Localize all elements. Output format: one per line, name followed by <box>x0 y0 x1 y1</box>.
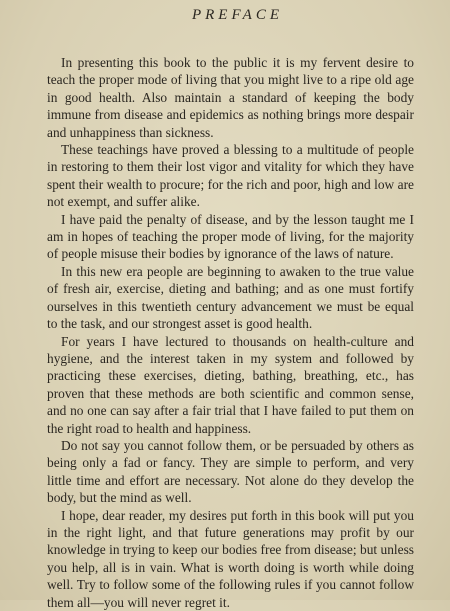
page-title: PREFACE <box>191 7 284 23</box>
paragraph-2: These teachings have proved a blessing to a multitude of people in restoring to them their lost vigor and vitality for which they have spent their wealth to procure; for the rich and poor, high and low are not exempt, and suffer alike. <box>47 142 414 210</box>
paragraph-1: In presenting this book to the public it is my fervent desire to teach the proper mode of living that you might live to a ripe old age in good health. Also maintain a standard of keeping the body immune from disease and epidemics as nothing brings more despair and unhappiness than sickness. <box>47 55 414 140</box>
paragraph-5: For years I have lectured to thousands on health-culture and hygiene, and the interest taken in my system and followed by practicing these exercises, dieting, bathing, breathing, etc., has proven that these methods are both scientific and common sense, and no one can say after a fair trial that I have failed to put them on the right road to health and happiness. <box>47 333 414 436</box>
paragraph-7: I hope, dear reader, my desires put forth in this book will put you in the right light, and that future generations may profit by our knowledge in trying to keep our bodies free from disease; but unless you help, all is in vain. What is worth doing is worth while doing well. Try to follow some of the following rules if you cannot follow them all—you will never regret it. <box>47 507 414 610</box>
paragraph-6: Do not say you cannot follow them, or be persuaded by others as being only a fad or fancy. They are simple to perform, and very little time and effort are necessary. Not alone do they develop the body, but the mind as well. <box>47 437 414 506</box>
paragraph-4: In this new era people are beginning to awaken to the true value of fresh air, exercise, dieting and bathing; and as one must fortify ourselves in this twentieth century advancement we must be equal to the task, and our strongest asset is good health. <box>47 263 414 332</box>
paragraph-3: I have paid the penalty of disease, and by the lesson taught me I am in hopes of teaching the proper mode of living, for the majority of people misuse their bodies by ignorance of the laws of nature. <box>47 211 414 262</box>
